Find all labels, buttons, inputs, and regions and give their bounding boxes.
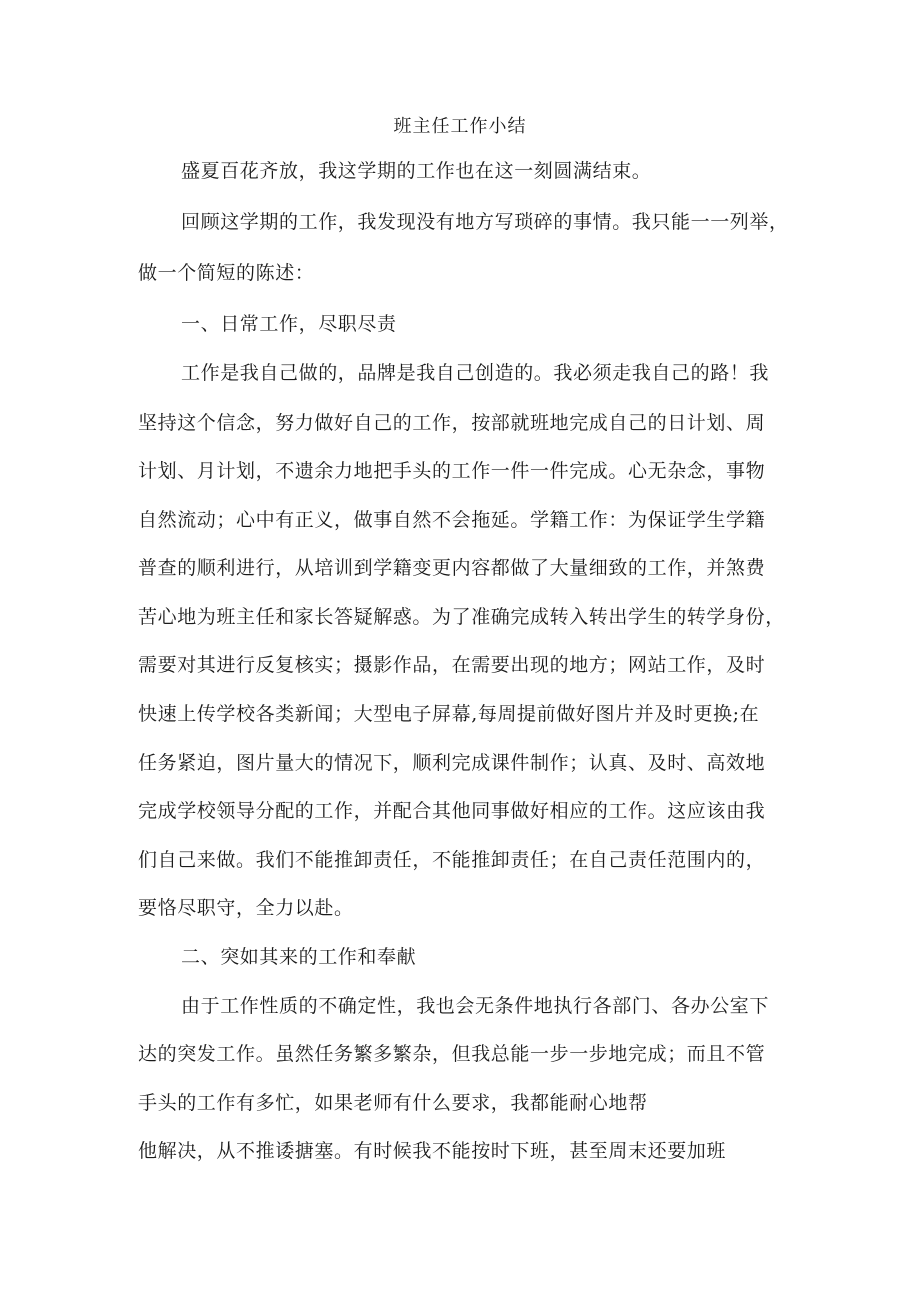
- paragraph-line: 达的突发工作。虽然任务繁多繁杂，但我总能一步一步地完成；而且不管: [138, 1043, 766, 1065]
- paragraph-line: 普查的顺利进行，从培训到学籍变更内容都做了大量细致的工作，并煞费: [138, 557, 766, 579]
- paragraph-line: 由于工作性质的不确定性，我也会无条件地执行各部门、各办公室下: [181, 995, 770, 1017]
- section-heading: 一、日常工作，尽职尽责: [181, 313, 397, 335]
- paragraph-line: 他解决，从不推诿搪塞。有时候我不能按时下班，甚至周末还要加班: [138, 1140, 727, 1162]
- paragraph-line: 工作是我自己做的，品牌是我自己创造的。我必须走我自己的路！我: [181, 362, 770, 384]
- paragraph-line: 快速上传学校各类新闻；大型电子屏幕,每周提前做好图片并及时更换;在: [138, 703, 760, 725]
- paragraph-line: 完成学校领导分配的工作，并配合其他同事做好相应的工作。这应该由我: [138, 800, 766, 822]
- paragraph-line: 做一个简短的陈述：: [138, 262, 315, 284]
- paragraph-line: 计划、月计划，不遗余力地把手头的工作一件一件完成。心无杂念，事物: [138, 460, 766, 482]
- paragraph-line: 盛夏百花齐放，我这学期的工作也在这一刻圆满结束。: [181, 160, 652, 182]
- paragraph-line: 自然流动；心中有正义，做事自然不会拖延。学籍工作：为保证学生学籍: [138, 509, 766, 531]
- paragraph-line: 们自己来做。我们不能推卸责任，不能推卸责任；在自己责任范围内的，: [138, 849, 766, 871]
- document-title: 班主任工作小结: [393, 116, 527, 137]
- paragraph-line: 坚持这个信念，努力做好自己的工作，按部就班地完成自己的日计划、周: [138, 412, 766, 434]
- paragraph-line: 手头的工作有多忙，如果老师有什么要求，我都能耐心地帮: [138, 1092, 648, 1114]
- paragraph-line: 任务紧迫，图片量大的情况下，顺利完成课件制作；认真、及时、高效地: [138, 752, 766, 774]
- paragraph-line: 要恪尽职守，全力以赴。: [138, 897, 354, 919]
- paragraph-line: 回顾这学期的工作，我发现没有地方写琐碎的事情。我只能一一列举，: [181, 211, 789, 233]
- paragraph-line: 苦心地为班主任和家长答疑解惑。为了准确完成转入转出学生的转学身份，: [138, 606, 785, 628]
- section-heading: 二、突如其来的工作和奉献: [181, 946, 417, 968]
- paragraph-line: 需要对其进行反复核实；摄影作品，在需要出现的地方；网站工作，及时: [138, 654, 766, 676]
